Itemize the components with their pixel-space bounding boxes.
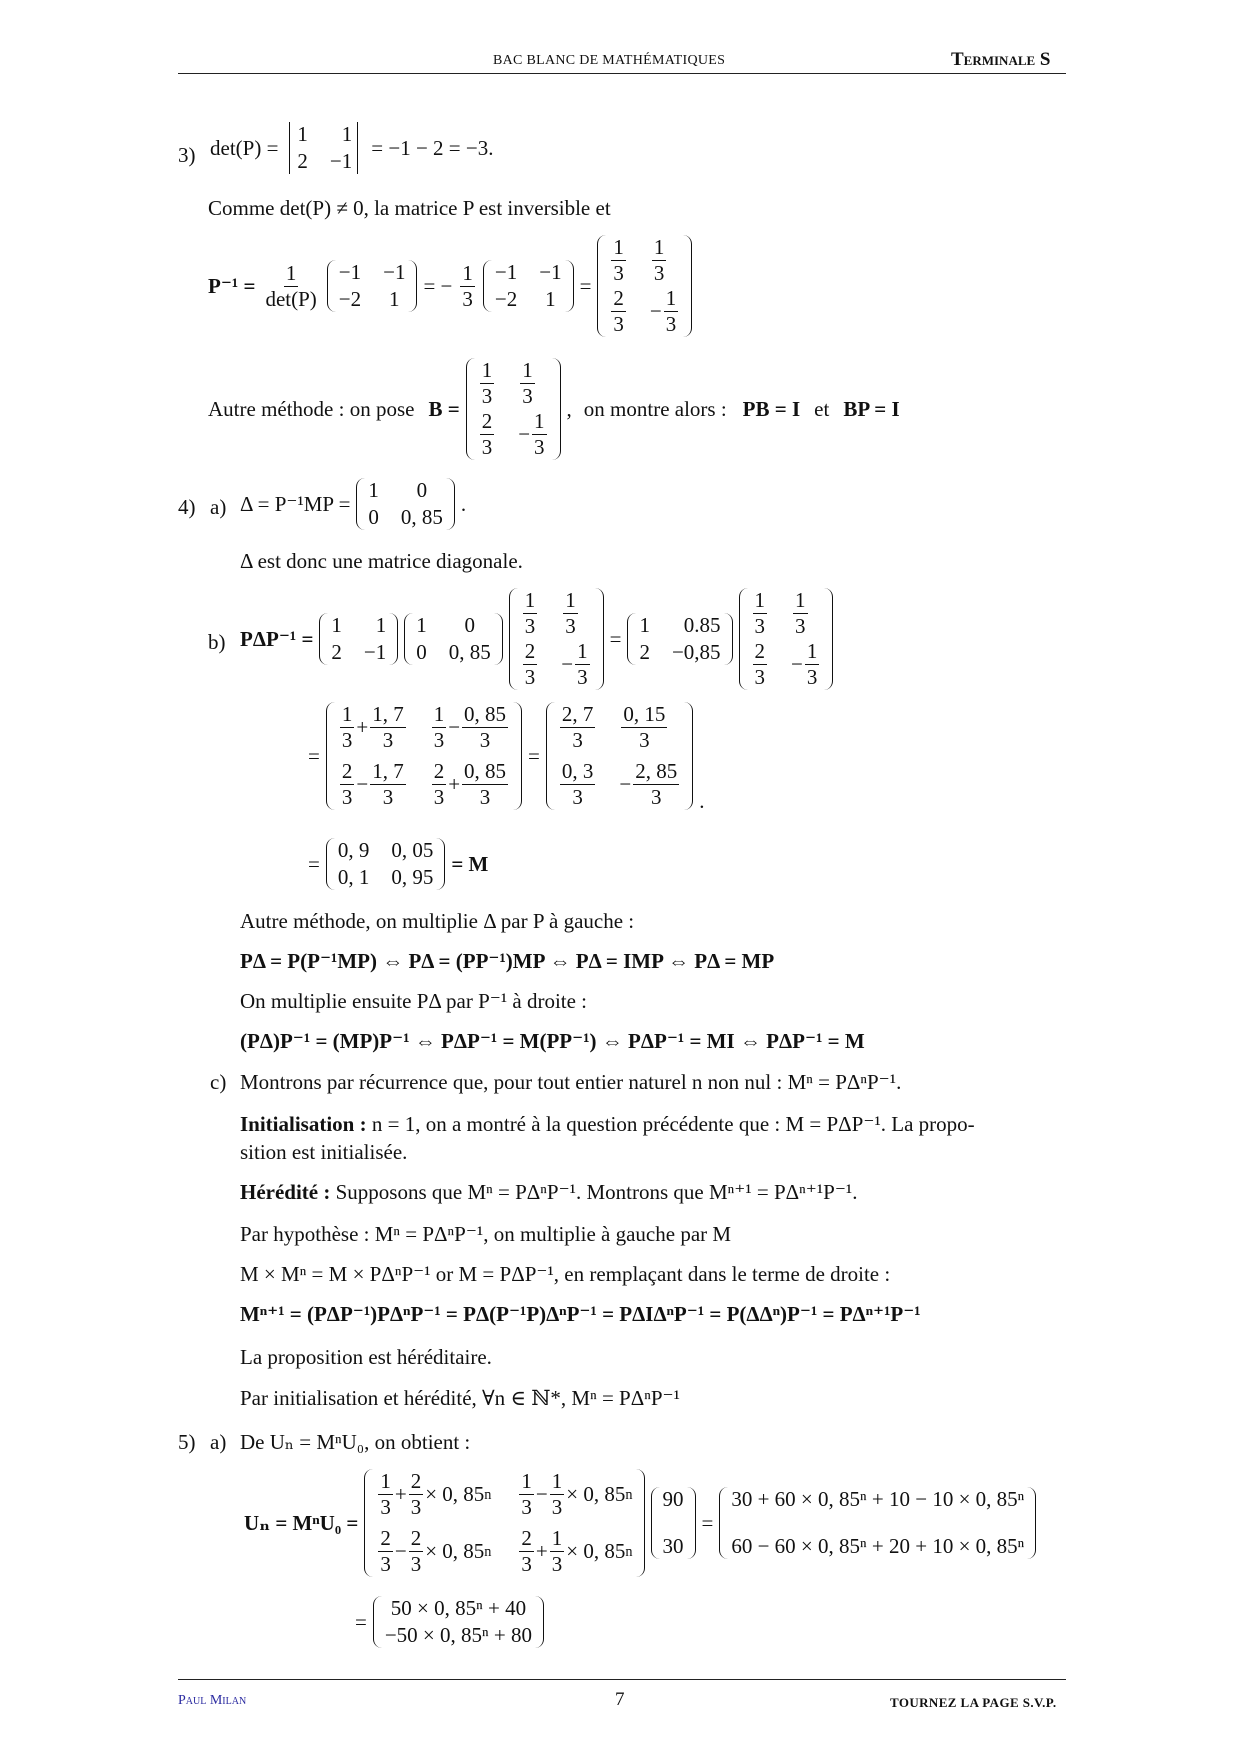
q4c-concl: Par initialisation et hérédité, ∀n ∈ ℕ*, Mⁿ = PΔⁿP⁻¹	[240, 1386, 680, 1410]
footer-author: Paul Milan	[178, 1693, 247, 1708]
q4b-ensuite: On multiplie ensuite PΔ par P⁻¹ à droite :	[240, 989, 588, 1013]
q4c-hered: Hérédité : Supposons que Mⁿ = PΔⁿP⁻¹. Montrons que Mⁿ⁺¹ = PΔⁿ⁺¹P⁻¹.	[240, 1180, 858, 1204]
q4b-autre: Autre méthode, on multiplie Δ par P à gauche :	[240, 909, 635, 933]
header-class: Terminale S	[951, 49, 1051, 70]
q4c-heredit: La proposition est héréditaire.	[240, 1345, 492, 1369]
q3-det	[210, 122, 493, 174]
matrix-B: $\frac{1}{3}$ $\frac{1}{3}$ $\frac{2}{3}$ − $\frac{1}{3}$	[466, 358, 561, 460]
footer-rule	[178, 1679, 1066, 1680]
matrix-delta-2: 1 0 0 0, 85	[404, 613, 503, 665]
q5-label: 5)	[178, 1430, 196, 1454]
header-title: BAC BLANC DE MATHÉMATIQUES	[493, 53, 726, 68]
cell: 1	[341, 122, 353, 146]
q4-diag: Δ est donc une matrice diagonale.	[240, 549, 523, 573]
matrix-adj-2: −1 −1 −2 1	[483, 260, 574, 312]
q4b-chain1: PΔ = P(P⁻¹MP) ⇔ PΔ = (PP⁻¹)MP ⇔ PΔ = IMP ⇔ PΔ = MP	[240, 949, 775, 973]
det-rhs: = −1 − 2 = −3.	[371, 135, 494, 160]
cell: −1	[329, 149, 353, 173]
pinv-lhs: P⁻¹ =	[208, 273, 256, 298]
det-matrix-P	[284, 122, 365, 174]
matrix-P: 1 1 2 −1	[319, 613, 398, 665]
q4c-hyp: Par hypothèse : Mⁿ = PΔⁿP⁻¹, on multiplie à gauche par M	[240, 1222, 732, 1246]
q4-c: c)	[210, 1070, 227, 1094]
q4c-chain3: Mⁿ⁺¹ = (PΔP⁻¹)PΔⁿP⁻¹ = PΔ(P⁻¹P)ΔⁿP⁻¹ = PΔIΔⁿP⁻¹ = P(ΔΔⁿ)P⁻¹ = PΔⁿ⁺¹P⁻¹	[240, 1302, 921, 1326]
q4-delta: Δ = P⁻¹MP = 1 0 0 0, 85 .	[240, 478, 467, 529]
vector-U0: 90 30	[651, 1487, 696, 1559]
q4b-line1: PΔP⁻¹ = 1 1 2 −1 1 0 0 0, 85 $\frac{1}{3}$ $\frac{1}{3}$ $\frac{2}{3}$ − $\frac{1}{3}$ = 1 0.85 2 −0,85 $\frac{1}{3}$ $\frac{1}{3}$ $\frac{2}{3}$ − $\frac{1}{3}$	[240, 585, 833, 693]
matrix-delta: 1 0 0 0, 85	[356, 478, 455, 530]
q3-comme: Comme det(P) ≠ 0, la matrice P est inversible et	[208, 196, 611, 220]
q4c-text: Montrons par récurrence que, pour tout entier naturel n non nul : Mⁿ = PΔⁿP⁻¹.	[240, 1070, 902, 1094]
q5-product: Uₙ = MⁿU₀ = $\frac{1}{3}$ + $\frac{2}{3}$ × 0, 85 n $\frac{1}{3}$ − $\frac{1}{3}$ × 0, 85 n $\frac{2}{3}$ − $\frac{2}{3}$ × 0, 85 n $\frac{2}{3}$ + $\frac{1}{3}$ × 0, 85 n 90 30 = 30 + 60 × 0, 85ⁿ + 10 − 10 × 0, 85ⁿ 60 − 60 × 0, 85ⁿ + 20 + 10 × 0, 85ⁿ	[244, 1467, 1036, 1579]
cell: 1	[297, 122, 308, 146]
q4c-init: Initialisation : n = 1, on a montré à la question précédente que : M = PΔP⁻¹. La propo-	[240, 1112, 975, 1136]
frac-one-over-det: $\frac{1}{\det(P)}$	[265, 260, 317, 311]
matrix-PDelta: 1 0.85 2 −0,85	[627, 613, 732, 665]
q4-b: b)	[208, 630, 226, 654]
q4c-init2: sition est initialisée.	[240, 1140, 408, 1164]
q3-inverse: P⁻¹ = $\frac{1}{\det(P)}$ −1 −1 −2 1 = − $\frac{1}{3}$ −1 −1 −2 1 = $\frac{1}{3}$ $\frac{1}{3}$ $\frac{2}{3}$ − $\frac{1}{3}$	[208, 232, 692, 340]
q4b-line3: = 0, 9 0, 05 0, 1 0, 95 = M	[308, 838, 489, 889]
q5-final: = 50 × 0, 85ⁿ + 40 −50 × 0, 85ⁿ + 80	[355, 1596, 544, 1648]
q4c-mult: M × Mⁿ = M × PΔⁿP⁻¹ or M = PΔP⁻¹, en remplaçant dans le terme de droite :	[240, 1262, 891, 1286]
footer-turn: TOURNEZ LA PAGE S.V.P.	[890, 1695, 1057, 1710]
q4b-line2: = $\frac{1}{3}$ + $\frac{1, 7}{3}$ $\frac{1}{3}$ − $\frac{0, 85}{3}$ $\frac{2}{3}$ − $\frac{1, 7}{3}$ $\frac{2}{3}$ + $\frac{0, 85}{3}$ = $\frac{2, 7}{3}$ $\frac{0, 15}{3}$ $\frac{0, 3}{3}$ − $\frac{2, 85}{3}$ .	[308, 702, 705, 813]
matrix-Pinv-2: $\frac{1}{3}$ $\frac{1}{3}$ $\frac{2}{3}$ − $\frac{1}{3}$	[509, 588, 604, 690]
q5-a: a)	[210, 1430, 227, 1454]
det-lhs: det(P) =	[210, 135, 279, 160]
matrix-adj: −1 −1 −2 1	[327, 260, 418, 312]
q3-autre: Autre méthode : on pose B = $\frac{1}{3}$ $\frac{1}{3}$ $\frac{2}{3}$ − $\frac{1}{3}$ , on montre alors : PB = I et BP = I	[208, 358, 900, 459]
matrix-Mn: $\frac{1}{3}$ + $\frac{2}{3}$ × 0, 85 n $\frac{1}{3}$ − $\frac{1}{3}$ × 0, 85 n $\frac{2}{3}$ − $\frac{2}{3}$ × 0, 85 n $\frac{2}{3}$ + $\frac{1}{3}$ × 0, 85 n	[364, 1469, 644, 1577]
header-rule	[178, 73, 1066, 74]
frac-one-third: $\frac{1}{3}$	[462, 260, 473, 311]
footer-page: 7	[615, 1689, 625, 1710]
matrix-Pinv-3: $\frac{1}{3}$ $\frac{1}{3}$ $\frac{2}{3}$ − $\frac{1}{3}$	[739, 588, 834, 690]
matrix-Pinv: $\frac{1}{3}$ $\frac{1}{3}$ $\frac{2}{3}$ − $\frac{1}{3}$	[597, 235, 692, 337]
q4-a: a)	[210, 495, 227, 519]
q3-label: 3)	[178, 143, 196, 167]
vector-sum: 30 + 60 × 0, 85ⁿ + 10 − 10 × 0, 85ⁿ 60 − 60 × 0, 85ⁿ + 20 + 10 × 0, 85ⁿ	[719, 1487, 1036, 1559]
cell: 2	[297, 149, 308, 173]
matrix-expanded: $\frac{1}{3}$ + $\frac{1, 7}{3}$ $\frac{1}{3}$ − $\frac{0, 85}{3}$ $\frac{2}{3}$ − $\frac{1, 7}{3}$ $\frac{2}{3}$ + $\frac{0, 85}{3}$	[326, 702, 522, 810]
q5-intro: De Uₙ = MⁿU₀, on obtient :	[240, 1430, 471, 1454]
q4-label: 4)	[178, 495, 196, 519]
vector-final: 50 × 0, 85ⁿ + 40 −50 × 0, 85ⁿ + 80	[373, 1596, 544, 1648]
matrix-simplified: $\frac{2, 7}{3}$ $\frac{0, 15}{3}$ $\frac{0, 3}{3}$ − $\frac{2, 85}{3}$	[546, 702, 693, 810]
matrix-M: 0, 9 0, 05 0, 1 0, 95	[326, 838, 446, 890]
q4b-chain2: (PΔ)P⁻¹ = (MP)P⁻¹ ⇔ PΔP⁻¹ = M(PP⁻¹) ⇔ PΔP⁻¹ = MI ⇔ PΔP⁻¹ = M	[240, 1029, 865, 1053]
